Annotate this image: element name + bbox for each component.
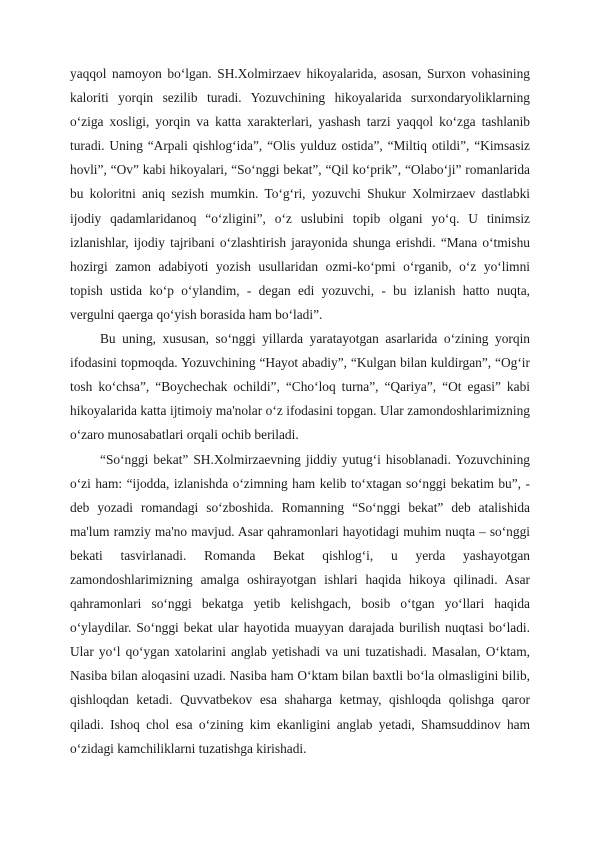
paragraph-1: yaqqol namoyon bo‘lgan. SH.Xolmirzaev hikoyalarida, asosan, Surxon vohasining kaloriti yorqin sezilib turadi. Yozuvchining hikoyalarida surxondaryoliklarning o‘ziga xosligi, yorqin va katta xarakterlari, yashash tarzi yaqqol ko‘zga tashlanib turadi. Uning “Arpali qishlog‘ida”, “Olis yulduz ostida”, “Miltiq otildi”, “Kimsasiz hovli”, “Ov” kabi hikoyalari, “So‘nggi bekat”, “Qil ko‘prik”, “Olabo‘ji” romanlarida bu koloritni aniq sezish mumkin. To‘g‘ri, yozuvchi Shukur Xolmirzaev dastlabki ijodiy qadamlaridanoq “o‘zligini”, o‘z uslubini topib olgani yo‘q. U tinimsiz izlanishlar, ijodiy tajribani o‘zlashtirish jarayonida shunga erishdi. “Mana o‘tmishu hozirgi zamon adabiyoti yozish usullaridan ozmi-ko‘pmi o‘rganib, o‘z yo‘limni topish ustida ko‘p o‘ylandim, - degan edi yozuvchi, - bu izlanish hatto nuqta, vergulni qaerga qo‘yish borasida ham bo‘ladi”. — [70, 66, 530, 322]
paragraph-2: Bu uning, xususan, so‘nggi yillarda yaratayotgan asarlarida o‘zining yorqin ifodasini topmoqda. Yozuvchining “Hayot abadiy”, “Kulgan bilan kuldirgan”, “Og‘ir tosh ko‘chsa”, “Boychechak ochildi”, “Cho‘loq turna”, “Qariya”, “Ot egasi” kabi hikoyalarida katta ijtimoiy ma'nolar o‘z ifodasini topgan. Ular zamondoshlarimizning o‘zaro munosabatlari orqali ochib beriladi. — [70, 331, 530, 443]
document-page — [70, 62, 530, 761]
paragraph-3: “So‘nggi bekat” SH.Xolmirzaevning jiddiy yutug‘i hisoblanadi. Yozuvchining o‘zi ham: “ijodda, izlanishda o‘zimning ham kelib to‘xtagan so‘nggi bekatim bu”, - deb yozadi romandagi so‘zboshida. Romanning “So‘nggi bekat” deb atalishida ma'lum ramziy ma'no mavjud. Asar qahramonlari hayotidagi muhim nuqta – so‘nggi bekati tasvirlanadi. Romanda Bekat qishlog‘i, u yerda yashayotgan zamondoshlarimizning amalga oshirayotgan ishlari haqida hikoya qilinadi. Asar qahramonlari so‘nggi bekatga yetib kelishgach, bosib o‘tgan yo‘llari haqida o‘ylaydilar. So‘nggi bekat ular hayotida muayyan darajada burilish nuqtasi bo‘ladi. Ular yo‘l qo‘ygan xatolarini anglab yetishadi va uni tuzatishadi. Masalan, O‘ktam, Nasiba bilan aloqasini uzadi. Nasiba ham O‘ktam bilan baxtli bo‘la olmasligini bilib, qishloqdan ketadi. Quvvatbekov esa shaharga ketmay, qishloqda qolishga qaror qiladi. Ishoq chol esa o‘zining kim ekanligini anglab yetadi, Shamsuddinov ham o‘zidagi kamchiliklarni tuzatishga kirishadi. — [70, 451, 530, 756]
